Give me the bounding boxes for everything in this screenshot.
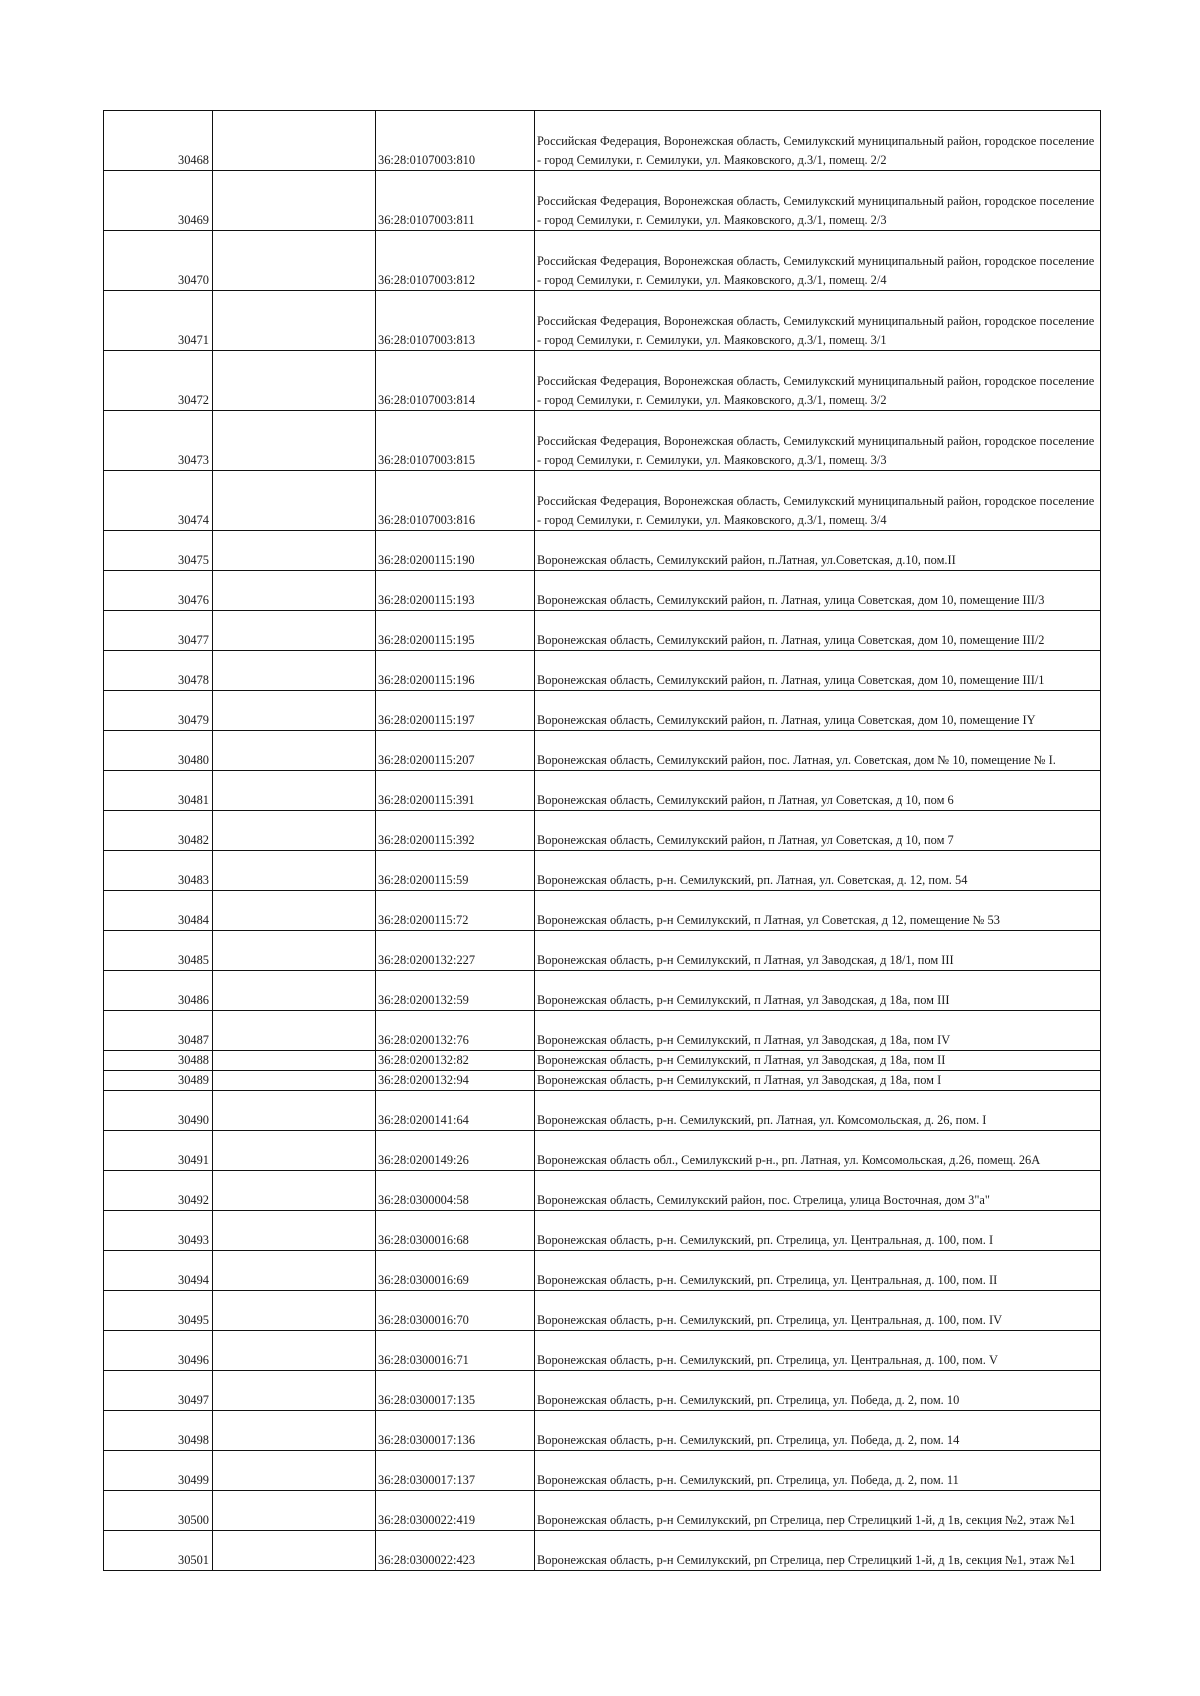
empty-cell <box>213 1291 376 1331</box>
row-number-cell: 30473 <box>104 411 213 471</box>
cadastral-number-cell: 36:28:0200132:82 <box>376 1051 535 1071</box>
empty-cell <box>213 571 376 611</box>
row-number-cell: 30469 <box>104 171 213 231</box>
table-row <box>104 471 1101 531</box>
row-number-cell: 30492 <box>104 1171 213 1211</box>
address-cell: Воронежская область, р-н. Семилукский, рп. Стрелица, ул. Центральная, д. 100, пом. I <box>535 1211 1101 1251</box>
address-cell: Воронежская область, Семилукский район, пос. Латная, ул. Советская, дом № 10, помещение № I. <box>535 731 1101 771</box>
empty-cell <box>213 1491 376 1531</box>
address-cell: Воронежская область, Семилукский район, п. Латная, улица Советская, дом 10, помещение III/1 <box>535 651 1101 691</box>
row-number-cell: 30470 <box>104 231 213 291</box>
cadastral-number-cell: 36:28:0200115:196 <box>376 651 535 691</box>
address-cell: Воронежская область, Семилукский район, пос. Стрелица, улица Восточная, дом 3"а" <box>535 1171 1101 1211</box>
table-row <box>104 1531 1101 1571</box>
table-row <box>104 531 1101 571</box>
registry-table-body <box>104 111 1101 1571</box>
address-cell: Воронежская область, Семилукский район, п.Латная, ул.Советская, д.10, пом.II <box>535 531 1101 571</box>
address-cell: Воронежская область, Семилукский район, п. Латная, улица Советская, дом 10, помещение III/2 <box>535 611 1101 651</box>
address-cell: Российская Федерация, Воронежская область, Семилукский муниципальный район, городское поселение - город Семилуки, г. Семилуки, ул. Маяковского, д.3/1, помещ. 3/4 <box>535 471 1101 531</box>
table-row <box>104 971 1101 1011</box>
cadastral-number-cell: 36:28:0107003:815 <box>376 411 535 471</box>
table-row <box>104 731 1101 771</box>
cadastral-number-cell: 36:28:0200141:64 <box>376 1091 535 1131</box>
row-number-cell: 30478 <box>104 651 213 691</box>
address-cell: Российская Федерация, Воронежская область, Семилукский муниципальный район, городское поселение - город Семилуки, г. Семилуки, ул. Маяковского, д.3/1, помещ. 3/3 <box>535 411 1101 471</box>
row-number-cell: 30500 <box>104 1491 213 1531</box>
address-cell: Воронежская область, р-н. Семилукский, рп. Латная, ул. Комсомольская, д. 26, пом. I <box>535 1091 1101 1131</box>
row-number-cell: 30488 <box>104 1051 213 1071</box>
cadastral-number-cell: 36:28:0107003:811 <box>376 171 535 231</box>
empty-cell <box>213 1251 376 1291</box>
table-row <box>104 351 1101 411</box>
row-number-cell: 30497 <box>104 1371 213 1411</box>
empty-cell <box>213 231 376 291</box>
row-number-cell: 30474 <box>104 471 213 531</box>
empty-cell <box>213 611 376 651</box>
cadastral-number-cell: 36:28:0107003:813 <box>376 291 535 351</box>
address-cell: Воронежская область, р-н. Семилукский, рп. Стрелица, ул. Центральная, д. 100, пом. V <box>535 1331 1101 1371</box>
empty-cell <box>213 111 376 171</box>
empty-cell <box>213 1091 376 1131</box>
address-cell: Российская Федерация, Воронежская область, Семилукский муниципальный район, городское поселение - город Семилуки, г. Семилуки, ул. Маяковского, д.3/1, помещ. 2/2 <box>535 111 1101 171</box>
cadastral-number-cell: 36:28:0200132:76 <box>376 1011 535 1051</box>
empty-cell <box>213 531 376 571</box>
cadastral-number-cell: 36:28:0300017:136 <box>376 1411 535 1451</box>
row-number-cell: 30489 <box>104 1071 213 1091</box>
table-row <box>104 931 1101 971</box>
empty-cell <box>213 1171 376 1211</box>
cadastral-number-cell: 36:28:0300022:419 <box>376 1491 535 1531</box>
table-row <box>104 1131 1101 1171</box>
table-row <box>104 231 1101 291</box>
address-cell: Воронежская область, р-н. Семилукский, рп. Стрелица, ул. Победа, д. 2, пом. 11 <box>535 1451 1101 1491</box>
empty-cell <box>213 1011 376 1051</box>
empty-cell <box>213 851 376 891</box>
cadastral-number-cell: 36:28:0107003:816 <box>376 471 535 531</box>
address-cell: Воронежская область, р-н. Семилукский, рп. Стрелица, ул. Центральная, д. 100, пом. IV <box>535 1291 1101 1331</box>
table-row <box>104 411 1101 471</box>
address-cell: Воронежская область, р-н Семилукский, п Латная, ул Советская, д 12, помещение № 53 <box>535 891 1101 931</box>
table-row <box>104 1451 1101 1491</box>
address-cell: Российская Федерация, Воронежская область, Семилукский муниципальный район, городское поселение - город Семилуки, г. Семилуки, ул. Маяковского, д.3/1, помещ. 3/1 <box>535 291 1101 351</box>
cadastral-number-cell: 36:28:0107003:812 <box>376 231 535 291</box>
row-number-cell: 30481 <box>104 771 213 811</box>
address-cell: Воронежская область, р-н Семилукский, рп Стрелица, пер Стрелицкий 1-й, д 1в, секция №2, этаж №1 <box>535 1491 1101 1531</box>
empty-cell <box>213 1131 376 1171</box>
table-row <box>104 1291 1101 1331</box>
address-cell: Воронежская область, р-н Семилукский, п Латная, ул Заводская, д 18а, пом II <box>535 1051 1101 1071</box>
cadastral-number-cell: 36:28:0200115:207 <box>376 731 535 771</box>
row-number-cell: 30494 <box>104 1251 213 1291</box>
cadastral-number-cell: 36:28:0200115:193 <box>376 571 535 611</box>
row-number-cell: 30472 <box>104 351 213 411</box>
cadastral-number-cell: 36:28:0200115:391 <box>376 771 535 811</box>
cadastral-number-cell: 36:28:0300017:135 <box>376 1371 535 1411</box>
registry-table <box>103 110 1101 1571</box>
table-row <box>104 1491 1101 1531</box>
cadastral-number-cell: 36:28:0200149:26 <box>376 1131 535 1171</box>
address-cell: Воронежская область, Семилукский район, п. Латная, улица Советская, дом 10, помещение III/3 <box>535 571 1101 611</box>
table-row <box>104 1071 1101 1091</box>
empty-cell <box>213 811 376 851</box>
address-cell: Воронежская область, р-н Семилукский, п Латная, ул Заводская, д 18а, пом III <box>535 971 1101 1011</box>
cadastral-number-cell: 36:28:0300022:423 <box>376 1531 535 1571</box>
table-row <box>104 771 1101 811</box>
row-number-cell: 30499 <box>104 1451 213 1491</box>
empty-cell <box>213 731 376 771</box>
empty-cell <box>213 1071 376 1091</box>
empty-cell <box>213 651 376 691</box>
address-cell: Воронежская область, р-н. Семилукский, рп. Латная, ул. Советская, д. 12, пом. 54 <box>535 851 1101 891</box>
table-row <box>104 651 1101 691</box>
address-cell: Воронежская область, Семилукский район, п Латная, ул Советская, д 10, пом 7 <box>535 811 1101 851</box>
empty-cell <box>213 771 376 811</box>
empty-cell <box>213 1451 376 1491</box>
row-number-cell: 30493 <box>104 1211 213 1251</box>
row-number-cell: 30498 <box>104 1411 213 1451</box>
row-number-cell: 30485 <box>104 931 213 971</box>
table-row <box>104 1171 1101 1211</box>
cadastral-number-cell: 36:28:0200115:392 <box>376 811 535 851</box>
address-cell: Воронежская область, р-н Семилукский, п Латная, ул Заводская, д 18а, пом IV <box>535 1011 1101 1051</box>
row-number-cell: 30484 <box>104 891 213 931</box>
row-number-cell: 30479 <box>104 691 213 731</box>
empty-cell <box>213 471 376 531</box>
address-cell: Воронежская область, р-н. Семилукский, рп. Стрелица, ул. Победа, д. 2, пом. 14 <box>535 1411 1101 1451</box>
cadastral-number-cell: 36:28:0200115:195 <box>376 611 535 651</box>
table-row <box>104 111 1101 171</box>
empty-cell <box>213 971 376 1011</box>
table-row <box>104 571 1101 611</box>
cadastral-number-cell: 36:28:0300016:69 <box>376 1251 535 1291</box>
cadastral-number-cell: 36:28:0107003:814 <box>376 351 535 411</box>
empty-cell <box>213 411 376 471</box>
empty-cell <box>213 1331 376 1371</box>
cadastral-number-cell: 36:28:0107003:810 <box>376 111 535 171</box>
address-cell: Российская Федерация, Воронежская область, Семилукский муниципальный район, городское поселение - город Семилуки, г. Семилуки, ул. Маяковского, д.3/1, помещ. 3/2 <box>535 351 1101 411</box>
row-number-cell: 30482 <box>104 811 213 851</box>
row-number-cell: 30483 <box>104 851 213 891</box>
address-cell: Воронежская область, р-н Семилукский, п Латная, ул Заводская, д 18а, пом I <box>535 1071 1101 1091</box>
empty-cell <box>213 1411 376 1451</box>
row-number-cell: 30475 <box>104 531 213 571</box>
address-cell: Воронежская область, р-н Семилукский, рп Стрелица, пер Стрелицкий 1-й, д 1в, секция №1, этаж №1 <box>535 1531 1101 1571</box>
empty-cell <box>213 1371 376 1411</box>
cadastral-number-cell: 36:28:0200115:190 <box>376 531 535 571</box>
row-number-cell: 30496 <box>104 1331 213 1371</box>
table-row <box>104 1091 1101 1131</box>
cadastral-number-cell: 36:28:0200115:197 <box>376 691 535 731</box>
table-row <box>104 1011 1101 1051</box>
row-number-cell: 30476 <box>104 571 213 611</box>
table-row <box>104 611 1101 651</box>
row-number-cell: 30471 <box>104 291 213 351</box>
empty-cell <box>213 291 376 351</box>
empty-cell <box>213 1051 376 1071</box>
cadastral-number-cell: 36:28:0300016:70 <box>376 1291 535 1331</box>
cadastral-number-cell: 36:28:0300004:58 <box>376 1171 535 1211</box>
table-row <box>104 171 1101 231</box>
address-cell: Российская Федерация, Воронежская область, Семилукский муниципальный район, городское поселение - город Семилуки, г. Семилуки, ул. Маяковского, д.3/1, помещ. 2/4 <box>535 231 1101 291</box>
row-number-cell: 30491 <box>104 1131 213 1171</box>
table-row <box>104 891 1101 931</box>
cadastral-number-cell: 36:28:0200115:72 <box>376 891 535 931</box>
address-cell: Российская Федерация, Воронежская область, Семилукский муниципальный район, городское поселение - город Семилуки, г. Семилуки, ул. Маяковского, д.3/1, помещ. 2/3 <box>535 171 1101 231</box>
empty-cell <box>213 1211 376 1251</box>
cadastral-number-cell: 36:28:0200132:227 <box>376 931 535 971</box>
row-number-cell: 30490 <box>104 1091 213 1131</box>
row-number-cell: 30480 <box>104 731 213 771</box>
cadastral-number-cell: 36:28:0200132:94 <box>376 1071 535 1091</box>
empty-cell <box>213 931 376 971</box>
empty-cell <box>213 691 376 731</box>
empty-cell <box>213 351 376 411</box>
address-cell: Воронежская область обл., Семилукский р-н., рп. Латная, ул. Комсомольская, д.26, помещ. 26А <box>535 1131 1101 1171</box>
table-row <box>104 291 1101 351</box>
row-number-cell: 30486 <box>104 971 213 1011</box>
table-row <box>104 691 1101 731</box>
table-row <box>104 811 1101 851</box>
table-row <box>104 1411 1101 1451</box>
address-cell: Воронежская область, Семилукский район, п Латная, ул Советская, д 10, пом 6 <box>535 771 1101 811</box>
address-cell: Воронежская область, Семилукский район, п. Латная, улица Советская, дом 10, помещение IY <box>535 691 1101 731</box>
row-number-cell: 30495 <box>104 1291 213 1331</box>
table-row <box>104 1331 1101 1371</box>
cadastral-number-cell: 36:28:0200132:59 <box>376 971 535 1011</box>
address-cell: Воронежская область, р-н. Семилукский, рп. Стрелица, ул. Победа, д. 2, пом. 10 <box>535 1371 1101 1411</box>
empty-cell <box>213 1531 376 1571</box>
row-number-cell: 30501 <box>104 1531 213 1571</box>
table-row <box>104 851 1101 891</box>
row-number-cell: 30468 <box>104 111 213 171</box>
row-number-cell: 30487 <box>104 1011 213 1051</box>
table-row <box>104 1251 1101 1291</box>
table-row <box>104 1371 1101 1411</box>
empty-cell <box>213 171 376 231</box>
cadastral-number-cell: 36:28:0300017:137 <box>376 1451 535 1491</box>
cadastral-number-cell: 36:28:0200115:59 <box>376 851 535 891</box>
table-row <box>104 1211 1101 1251</box>
row-number-cell: 30477 <box>104 611 213 651</box>
table-row <box>104 1051 1101 1071</box>
address-cell: Воронежская область, р-н Семилукский, п Латная, ул Заводская, д 18/1, пом III <box>535 931 1101 971</box>
cadastral-number-cell: 36:28:0300016:68 <box>376 1211 535 1251</box>
address-cell: Воронежская область, р-н. Семилукский, рп. Стрелица, ул. Центральная, д. 100, пом. II <box>535 1251 1101 1291</box>
cadastral-number-cell: 36:28:0300016:71 <box>376 1331 535 1371</box>
empty-cell <box>213 891 376 931</box>
